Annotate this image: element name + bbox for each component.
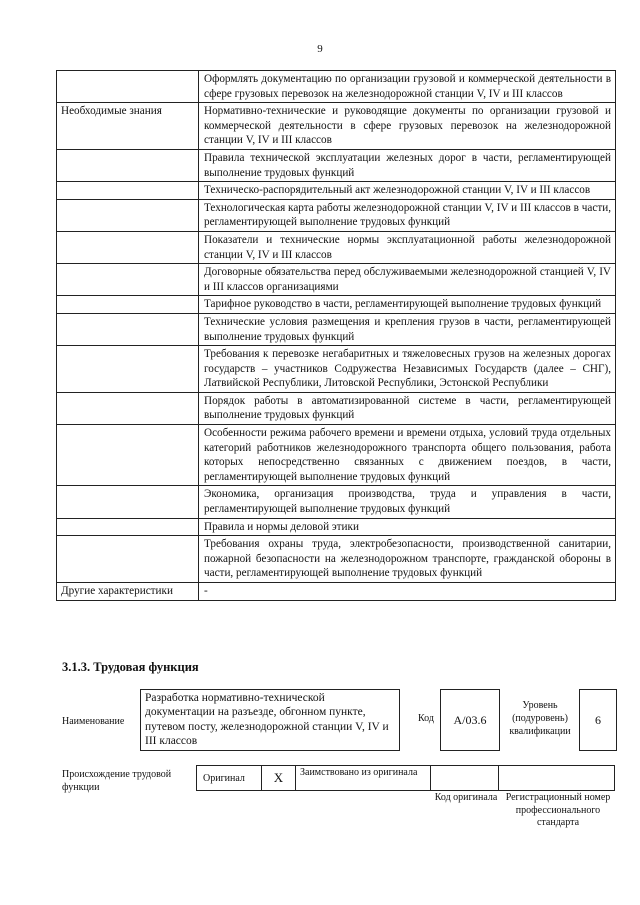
row-label: Другие характеристики <box>57 583 199 601</box>
origin-table <box>196 765 615 791</box>
row-label <box>57 231 199 263</box>
row-value: Требования к перевозке негабаритных и тяжеловесных грузов на железных дорогах государств – участников Содружества Независимых Государств (далее – СНГ), Латвийской Республики, Литовской Республики, Эстонской Республики <box>199 346 616 393</box>
row-value: Правила и нормы деловой этики <box>199 518 616 536</box>
registration-number-caption: Регистрационный номер профессионального стандарта <box>505 792 611 828</box>
row-value: Техническо-распорядительный акт железнодорожной станции V, IV и III классов <box>199 182 616 200</box>
qualification-level-label: Уровень (подуровень) квалификации <box>509 700 571 737</box>
qualification-level-box: 6 <box>579 689 617 751</box>
original-code-caption: Код оригинала <box>434 792 498 803</box>
row-label <box>57 149 199 181</box>
table-row <box>57 231 616 263</box>
row-value: Правила технической эксплуатации железных дорог в части, регламентирующей выполнение трудовых функций <box>199 149 616 181</box>
row-label <box>57 313 199 345</box>
table-row <box>57 264 616 296</box>
function-name-box: Разработка нормативно-технической документации на разъезде, обгонном пункте, путевом посту, железнодорожной станции V, IV и III классов <box>140 689 400 751</box>
row-label <box>57 486 199 518</box>
row-label: Необходимые знания <box>57 103 199 150</box>
table-row <box>57 518 616 536</box>
row-label <box>57 536 199 583</box>
row-value: Договорные обязательства перед обслуживаемыми железнодорожной станцией V, IV и III классов организациями <box>199 264 616 296</box>
function-code-box: А/03.6 <box>440 689 500 751</box>
table-row <box>57 536 616 583</box>
table-row <box>57 583 616 601</box>
requirements-table <box>56 70 616 601</box>
row-label <box>57 71 199 103</box>
row-label <box>57 199 199 231</box>
row-label <box>57 182 199 200</box>
borrowed-label: Заимствовано из оригинала <box>295 766 430 790</box>
table-row <box>57 313 616 345</box>
name-label: Наименование <box>62 716 125 727</box>
row-value: Показатели и технические нормы эксплуатационной работы железнодорожной станции V, IV и III классов <box>199 231 616 263</box>
row-label <box>57 518 199 536</box>
registration-number-cell <box>498 766 614 790</box>
page-number: 9 <box>317 43 323 55</box>
row-value: - <box>199 583 616 601</box>
table-row <box>57 182 616 200</box>
row-label <box>57 264 199 296</box>
row-value: Технические условия размещения и крепления грузов в части, регламентирующей выполнение трудовых функций <box>199 313 616 345</box>
table-row <box>57 296 616 314</box>
row-label <box>57 425 199 486</box>
table-row <box>57 346 616 393</box>
code-label: Код <box>418 713 434 724</box>
row-value: Экономика, организация производства, труда и управления в части, регламентирующей выполнение трудовых функций <box>199 486 616 518</box>
original-label: Оригинал <box>203 772 245 784</box>
original-code-cell <box>430 766 498 790</box>
table-row <box>57 425 616 486</box>
row-value: Порядок работы в автоматизированной системе в части, регламентирующей выполнение трудовых функций <box>199 392 616 424</box>
row-value: Тарифное руководство в части, регламентирующей выполнение трудовых функций <box>199 296 616 314</box>
table-row <box>57 392 616 424</box>
requirements-table-body <box>57 71 616 601</box>
row-label <box>57 296 199 314</box>
row-label <box>57 392 199 424</box>
row-value: Особенности режима рабочего времени и времени отдыха, условий труда отдельных категорий работников железнодорожного транспорта общего пользования, работа которых непосредственно связанных с движением поездов, в части, регламентирующей выполнение трудовых функций <box>199 425 616 486</box>
row-value: Требования охраны труда, электробезопасности, производственной санитарии, пожарной безопасности на железнодорожном транспорте, гражданской обороны в части, регламентирующей выполнение трудовых функций <box>199 536 616 583</box>
table-row <box>57 486 616 518</box>
row-label <box>57 346 199 393</box>
origin-label: Происхождение трудовой функции <box>62 769 172 793</box>
table-row <box>57 149 616 181</box>
row-value: Нормативно-технические и руководящие документы по организации грузовой и коммерческой деятельности в сфере грузовых перевозок на железнодорожной станции V, IV и III классов <box>199 103 616 150</box>
section-title: 3.1.3. Трудовая функция <box>62 660 199 674</box>
original-mark: X <box>261 766 295 790</box>
row-value: Технологическая карта работы железнодорожной станции V, IV и III классов в части, регламентирующей выполнение трудовых функций <box>199 199 616 231</box>
table-row <box>57 71 616 103</box>
table-row <box>57 199 616 231</box>
table-row <box>57 103 616 150</box>
row-value: Оформлять документацию по организации грузовой и коммерческой деятельности в сфере грузовых перевозок на железнодорожной станции V, IV и III классов <box>199 71 616 103</box>
